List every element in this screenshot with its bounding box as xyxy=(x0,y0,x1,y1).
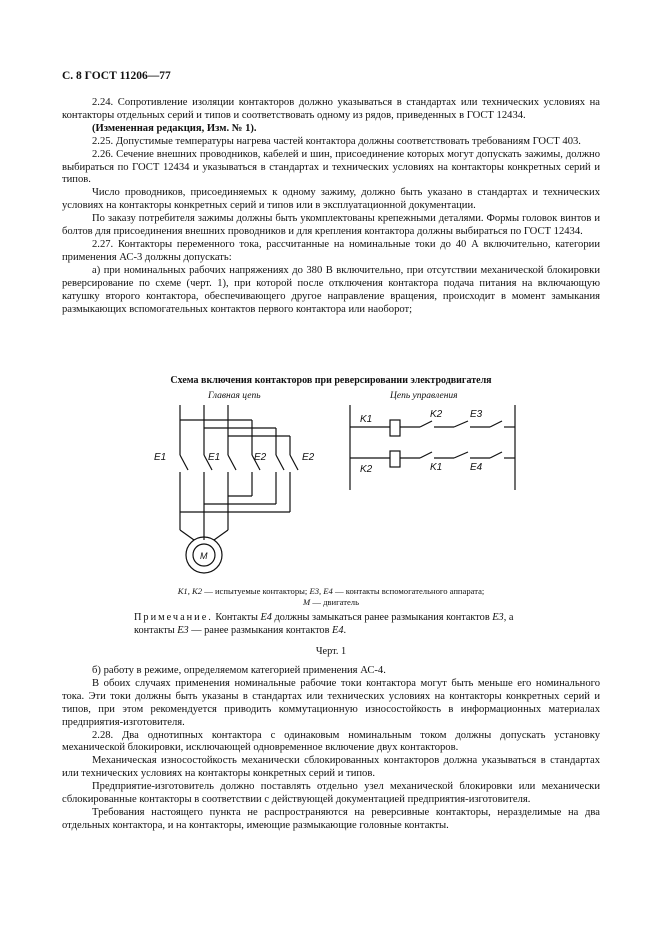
label-k1-coil: K1 xyxy=(360,414,373,425)
legend-m: M xyxy=(303,597,311,607)
figure-note: Примечание. Контакты E4 должны замыкаться ранее размыкания контактов E3, а контакты E3 — ранее размыкания контактов E4. xyxy=(134,612,514,636)
paragraph-both-cases: В обоих случаях применения номинальные рабочие токи контактора могут быть меньше его номинального тока. Эти токи должны быть указаны в стандартах или технических условиях на контакторы конкретных серий и типов, при этом рекомендуется приводить коммутационную износостойкость в информационных материалах предприятия-изготовителя. xyxy=(62,677,600,728)
paragraph-2-27-a: а) при номинальных рабочих напряжениях до 380 В включительно, при отсутствии механической блокировки реверсирование по схеме (черт. 1), при которой после отключения контактора подача питания на включающую катушку второго контактора, обеспечивающего другое направление вращения, происходит в момент замыкания размыкающих вспомогательных контактов первого контактора или наоборот; xyxy=(62,264,600,315)
paragraph-exclusions: Требования настоящего пункта не распространяются на реверсивные контакторы, неразделимые на два отдельных контактора, и на контакторы, имеющие размыкающие головные контакты. xyxy=(62,806,600,831)
paragraph-conductors: Число проводников, присоединяемых к одному зажиму, должно быть указано в стандартах и технических условиях на контакторы конкретных серий и типов или в эксплуатационной документации. xyxy=(62,187,600,212)
legend-e: E3, E4 xyxy=(309,586,333,596)
figure-legend xyxy=(62,586,600,608)
label-e4: E4 xyxy=(470,462,483,473)
label-e1-right: E1 xyxy=(208,452,221,463)
paragraph-2-27: 2.27. Контакторы переменного тока, рассчитанные на номинальные токи до 40 А включительно, категории применения АС-3 должны допускать: xyxy=(62,238,600,263)
amendment-note: (Измененная редакция, Изм. № 1). xyxy=(92,122,257,134)
label-e1-left: E1 xyxy=(154,452,167,463)
paragraph-2-24: 2.24. Сопротивление изоляции контакторов должно указываться в стандартах или технических условиях на контакторы отдельных серий и типов и соответствовать одному из рядов, приведенных в ГОСТ 12434. xyxy=(62,97,600,121)
label-e3: E3 xyxy=(470,409,483,420)
main-circuit-label: Главная цепь xyxy=(208,391,261,401)
label-e2-right: E2 xyxy=(302,452,315,463)
legend-line-2: M — двигатель xyxy=(303,597,359,607)
main-circuit xyxy=(154,405,315,573)
label-k1-contact: K1 xyxy=(430,462,443,473)
control-circuit-label: Цепь управления xyxy=(390,391,458,401)
paragraph-2-25: 2.25. Допустимые температуры нагрева частей контактора должны соответствовать требованиям ГОСТ 403. xyxy=(92,135,581,147)
control-circuit xyxy=(350,405,515,490)
paragraph-mechanical: Механическая износостойкость механически сблокированных контакторов должна указываться в стандартах или технических условиях на контакторы конкретных серий и типов. xyxy=(62,755,600,780)
note-label: Примечание. xyxy=(134,612,213,623)
label-k2-coil: K2 xyxy=(360,464,373,475)
label-e2-left: E2 xyxy=(254,452,267,463)
paragraph-fasteners: По заказу потребителя зажимы должны быть укомплектованы крепежными деталями. Формы головок винтов и болтов для присоединения внешних проводников и для крепления контактора должны выбираться по ГОСТ 12434. xyxy=(62,213,600,238)
bottom-paragraphs xyxy=(62,665,600,833)
reversing-circuit-diagram xyxy=(150,400,520,580)
page-header: С. 8 ГОСТ 11206—77 xyxy=(62,70,171,82)
paragraph-manufacturer: Предприятие-изготовитель должно поставлять отдельно узел механической блокировки или механически сблокированные контакторы в соответствии с действующей документацией предприятия-изготовителя. xyxy=(62,781,600,806)
legend-k: K1, K2 xyxy=(177,586,203,596)
paragraph-2-27-b: б) работу в режиме, определяемом категорией применения АС-4. xyxy=(92,665,386,676)
motor-label: M xyxy=(200,551,208,561)
paragraph-2-26: 2.26. Сечение внешних проводников, кабелей и шин, присоединение которых могут допускать зажимы, должно выбираться по ГОСТ 12434 и указываться в стандартах и технических условиях на контакторы конкретных серий и типов. xyxy=(62,148,600,186)
legend-line-1: K1, K2 — испытуемые контакторы; E3, E4 — контакты вспомогательного аппарата; xyxy=(177,586,485,596)
paragraph-2-28: 2.28. Два однотипных контактора с одинаковым номинальным током должны допускать установку механической блокировки, исключающей одновременное включение двух контакторов. xyxy=(62,729,600,754)
label-k2-contact: K2 xyxy=(430,409,443,420)
figure-number: Черт. 1 xyxy=(315,646,347,657)
top-paragraphs xyxy=(62,97,600,316)
figure-caption: Схема включения контакторов при реверсировании электродвигателя xyxy=(170,375,492,386)
